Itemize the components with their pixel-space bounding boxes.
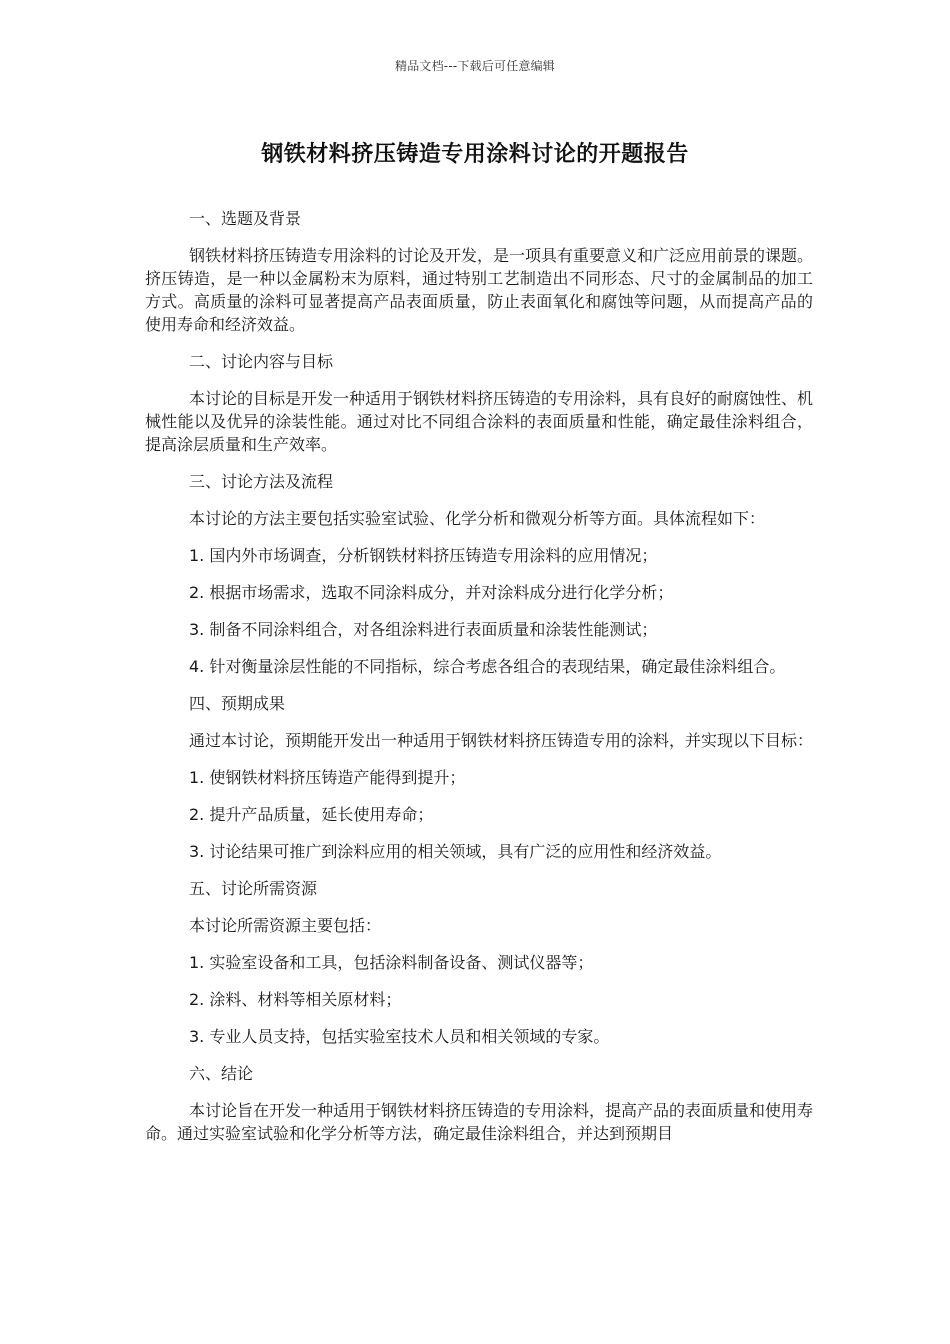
section-heading-goals: 二、讨论内容与目标: [189, 352, 334, 371]
paragraph-outcomes: 通过本讨论，预期能开发出一种适用于钢铁材料挤压铸造专用的涂料，并实现以下目标：: [189, 731, 814, 750]
list-item-method-4: 4. 针对衡量涂层性能的不同指标，综合考虑各组合的表现结果，确定最佳涂料组合。: [189, 657, 786, 676]
list-item-outcome-2: 2. 提升产品质量，延长使用寿命；: [189, 805, 434, 824]
section-heading-background: 一、选题及背景: [189, 209, 302, 228]
section-heading-conclusion: 六、结论: [189, 1064, 254, 1083]
header-note: 精品文档---下载后可任意编辑: [395, 59, 555, 73]
list-item-resource-1: 1. 实验室设备和工具，包括涂料制备设备、测试仪器等；: [189, 953, 594, 972]
section-heading-outcomes: 四、预期成果: [189, 694, 286, 713]
list-item-outcome-1: 1. 使钢铁材料挤压铸造产能得到提升；: [189, 768, 466, 787]
section-heading-methods: 三、讨论方法及流程: [189, 472, 334, 491]
paragraph-background: 钢铁材料挤压铸造专用涂料的讨论及开发，是一项具有重要意义和广泛应用前景的课题。挤压铸造，是一种以金属粉末为原料，通过特别工艺制造出不同形态、尺寸的金属制品的加工方式。高质量的涂料可显著提高产品表面质量，防止表面氧化和腐蚀等问题，从而提高产品的使用寿命和经济效益。: [145, 246, 814, 334]
section-heading-resources: 五、讨论所需资源: [189, 879, 318, 898]
list-item-resource-2: 2. 涂料、材料等相关原材料；: [189, 990, 402, 1009]
list-item-method-1: 1. 国内外市场调查，分析钢铁材料挤压铸造专用涂料的应用情况；: [189, 546, 658, 565]
list-item-resource-3: 3. 专业人员支持，包括实验室技术人员和相关领域的专家。: [189, 1027, 610, 1046]
document-title: 钢铁材料挤压铸造专用涂料讨论的开题报告: [261, 142, 689, 167]
list-item-method-2: 2. 根据市场需求，选取不同涂料成分，并对涂料成分进行化学分析；: [189, 583, 674, 602]
paragraph-goals: 本讨论的目标是开发一种适用于钢铁材料挤压铸造的专用涂料，具有良好的耐腐蚀性、机械性能以及优异的涂装性能。通过对比不同组合涂料的表面质量和性能，确定最佳涂料组合，提高涂层质量和生产效率。: [145, 389, 814, 454]
list-item-method-3: 3. 制备不同涂料组合，对各组涂料进行表面质量和涂装性能测试；: [189, 620, 658, 639]
paragraph-resources: 本讨论所需资源主要包括：: [189, 916, 382, 935]
paragraph-methods: 本讨论的方法主要包括实验室试验、化学分析和微观分析等方面。具体流程如下：: [189, 509, 766, 528]
list-item-outcome-3: 3. 讨论结果可推广到涂料应用的相关领域，具有广泛的应用性和经济效益。: [189, 842, 722, 861]
document-body: [145, 207, 813, 1145]
paragraph-conclusion: 本讨论旨在开发一种适用于钢铁材料挤压铸造的专用涂料，提高产品的表面质量和使用寿命。通过实验室试验和化学分析等方法，确定最佳涂料组合，并达到预期目: [145, 1101, 814, 1143]
